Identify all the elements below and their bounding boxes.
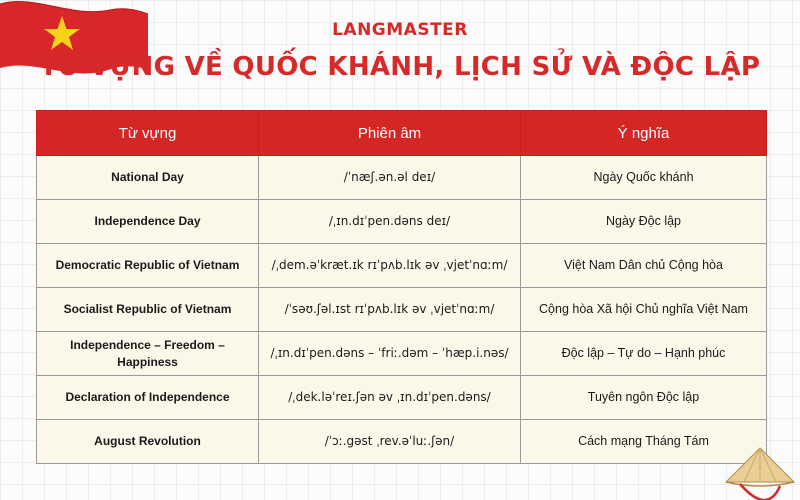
- ipa-cell: /ˈsəʊ.ʃəl.ɪst rɪˈpʌb.lɪk əv ˌvjetˈnɑːm/: [259, 288, 521, 332]
- meaning-cell: Cộng hòa Xã hội Chủ nghĩa Việt Nam: [521, 288, 767, 332]
- ipa-cell: /ˌɪn.dɪˈpen.dəns deɪ/: [259, 200, 521, 244]
- ipa-cell: /ˌdem.əˈkræt.ɪk rɪˈpʌb.lɪk əv ˌvjetˈnɑːm/: [259, 244, 521, 288]
- table-row: [37, 332, 767, 376]
- ipa-cell: /ˈnæʃ.ən.əl deɪ/: [259, 156, 521, 200]
- ipa-cell: /ˌɪn.dɪˈpen.dəns – ˈfriː.dəm – ˈhæp.i.nəs/: [259, 332, 521, 376]
- word-cell: National Day: [37, 156, 259, 200]
- meaning-cell: Ngày Quốc khánh: [521, 156, 767, 200]
- brand-logo: LANGMASTER: [332, 20, 468, 40]
- ipa-cell: /ˌdek.ləˈreɪ.ʃən əv ˌɪn.dɪˈpen.dəns/: [259, 376, 521, 420]
- table-row: [37, 244, 767, 288]
- meaning-cell: Độc lập – Tự do – Hạnh phúc: [521, 332, 767, 376]
- vocabulary-table: [36, 110, 767, 464]
- meaning-cell: Ngày Độc lập: [521, 200, 767, 244]
- word-cell: Socialist Republic of Vietnam: [37, 288, 259, 332]
- header-meaning: Ý nghĩa: [521, 111, 767, 156]
- word-cell: Declaration of Independence: [37, 376, 259, 420]
- word-cell: Independence – Freedom – Happiness: [37, 332, 259, 376]
- table-row: [37, 376, 767, 420]
- table-row: [37, 420, 767, 464]
- word-cell: Independence Day: [37, 200, 259, 244]
- meaning-cell: Tuyên ngôn Độc lập: [521, 376, 767, 420]
- table-row: [37, 200, 767, 244]
- conical-hat-icon: [724, 444, 796, 500]
- page-title: TỪ VỰNG VỀ QUỐC KHÁNH, LỊCH SỬ VÀ ĐỘC LẬP: [39, 52, 761, 82]
- table-row: [37, 156, 767, 200]
- header-ipa: Phiên âm: [259, 111, 521, 156]
- meaning-cell: Cách mạng Tháng Tám: [521, 420, 767, 464]
- header-word: Từ vựng: [37, 111, 259, 156]
- meaning-cell: Việt Nam Dân chủ Cộng hòa: [521, 244, 767, 288]
- word-cell: August Revolution: [37, 420, 259, 464]
- table-row: [37, 288, 767, 332]
- table-header-row: [37, 111, 767, 156]
- word-cell: Democratic Republic of Vietnam: [37, 244, 259, 288]
- ipa-cell: /ˈɔː.gəst ˌrev.əˈluː.ʃən/: [259, 420, 521, 464]
